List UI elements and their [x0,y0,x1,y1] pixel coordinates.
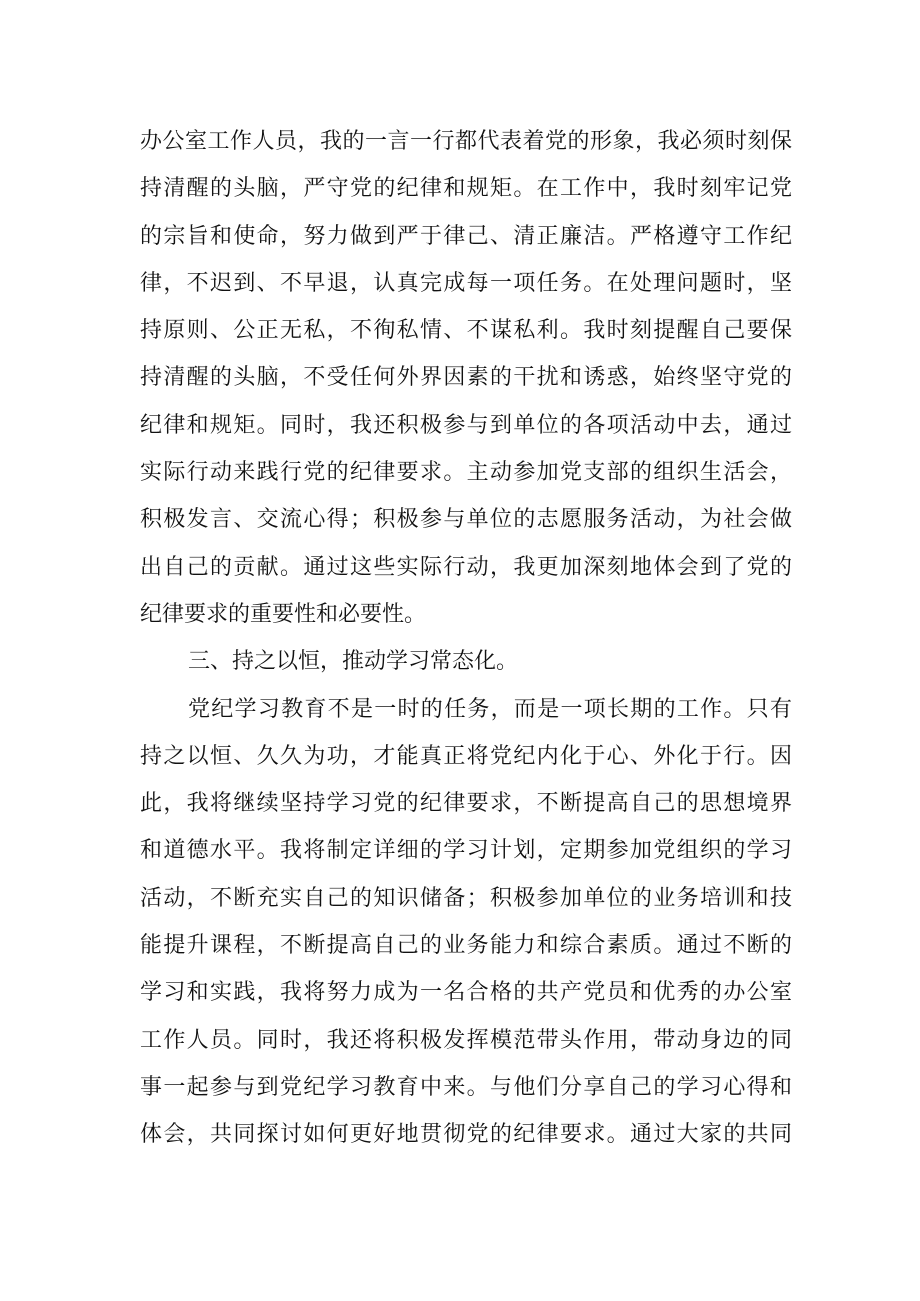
document-body [140,118,792,1159]
section-heading: 三、持之以恒，推动学习常态化。 [188,649,519,675]
text-line: 学习和实践，我将努力成为一名合格的共产党员和优秀的办公室 [140,980,792,1006]
text-line: 实际行动来践行党的纪律要求。主动参加党支部的组织生活会， [140,460,792,486]
text-line: 能提升课程，不断提高自己的业务能力和综合素质。通过不断的 [140,933,792,959]
text-line: 持清醒的头脑，严守党的纪律和规矩。在工作中，我时刻牢记党 [140,176,792,202]
text-line: 纪律和规矩。同时，我还积极参与到单位的各项活动中去，通过 [140,412,792,438]
text-line: 持之以恒、久久为功，才能真正将党纪内化于心、外化于行。因 [140,743,792,769]
text-line: 办公室工作人员，我的一言一行都代表着党的形象，我必须时刻保 [140,129,792,154]
text-line: 出自己的贡献。通过这些实际行动，我更加深刻地体会到了党的 [140,554,792,580]
text-line: 积极发言、交流心得；积极参与单位的志愿服务活动，为社会做 [140,507,792,533]
text-line: 党纪学习教育不是一时的任务，而是一项长期的工作。只有 [188,696,792,722]
text-line: 持原则、公正无私，不徇私情、不谋私利。我时刻提醒自己要保 [140,318,792,344]
text-line: 事一起参与到党纪学习教育中来。与他们分享自己的学习心得和 [140,1074,792,1100]
text-line: 体会，共同探讨如何更好地贯彻党的纪律要求。通过大家的共同 [140,1122,792,1148]
text-line: 律，不迟到、不早退，认真完成每一项任务。在处理问题时，坚 [140,270,792,296]
text-line: 的宗旨和使命，努力做到严于律己、清正廉洁。严格遵守工作纪 [140,223,792,249]
text-line: 活动，不断充实自己的知识储备；积极参加单位的业务培训和技 [140,885,792,911]
text-line: 此，我将继续坚持学习党的纪律要求，不断提高自己的思想境界 [140,791,792,817]
text-line: 工作人员。同时，我还将积极发挥模范带头作用，带动身边的同 [140,1027,792,1053]
text-line: 和道德水平。我将制定详细的学习计划，定期参加党组织的学习 [140,838,792,864]
text-line: 纪律要求的重要性和必要性。 [140,601,427,627]
text-line: 持清醒的头脑，不受任何外界因素的干扰和诱惑，始终坚守党的 [140,365,792,391]
